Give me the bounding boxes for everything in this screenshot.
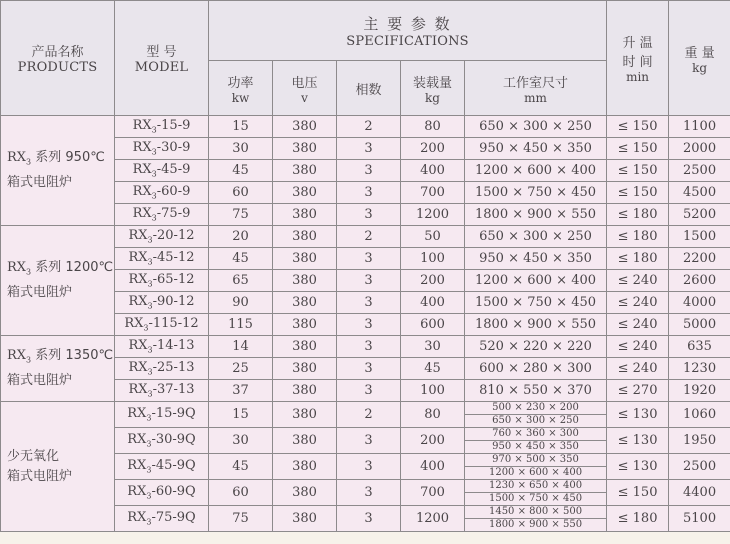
spec-header [209,1,607,61]
load-header-cn: 装载量 [412,75,452,91]
load-cell: 400 [401,160,465,182]
load-cell: 100 [401,380,465,402]
voltage-cell: 380 [273,182,337,204]
heat-time-cell: ≤ 240 [607,270,669,292]
chamber-outer-dim: 650 × 300 × 250 [492,415,579,426]
load-cell: 700 [401,182,465,204]
weight-cell: 635 [669,336,730,358]
phase-cell: 3 [337,204,401,226]
voltage-cell: 380 [273,270,337,292]
voltage-header [273,61,337,116]
weight-cell: 2500 [669,160,730,182]
heat-time-header [607,1,669,116]
weight-cell: 5200 [669,204,730,226]
weight-cell: 1920 [669,380,730,402]
heat-time-cell: ≤ 130 [607,402,669,428]
model-cell: $RX_3-37-13$ [115,380,209,402]
model-cell: $RX_3-30-9Q$ [115,428,209,454]
voltage-header-unit: v [301,90,308,105]
table-row [1,116,730,138]
voltage-cell: 380 [273,292,337,314]
model-cell: $RX_3-60-9Q$ [115,480,209,506]
power-header-unit: kw [231,90,250,105]
model-cell: $RX_3-14-13$ [115,336,209,358]
phase-cell: 3 [337,454,401,480]
model-header-cn: 型 号 [146,45,177,60]
power-cell: 15 [209,116,273,138]
chamber-cell: 1200 × 600 × 400 [465,270,607,292]
product-group-title: $RX_3$ 系列 950℃ [7,150,105,167]
power-cell: 30 [209,138,273,160]
chamber-cell [465,506,607,532]
model-header-en: MODEL [134,60,189,75]
heat-time-cell: ≤ 130 [607,428,669,454]
chamber-header [465,61,607,116]
load-cell: 400 [401,292,465,314]
product-group-950 [1,116,115,226]
chamber-cell [465,454,607,480]
phase-cell: 3 [337,358,401,380]
phase-cell: 3 [337,160,401,182]
power-cell: 115 [209,314,273,336]
power-cell: 65 [209,270,273,292]
weight-cell: 4500 [669,182,730,204]
load-cell: 80 [401,116,465,138]
weight-cell: 2600 [669,270,730,292]
voltage-cell: 380 [273,314,337,336]
chamber-cell [465,402,607,428]
phase-cell: 3 [337,336,401,358]
model-cell: $RX_3-65-12$ [115,270,209,292]
heat-time-cell: ≤ 240 [607,336,669,358]
chamber-cell: 600 × 280 × 300 [465,358,607,380]
spec-header-en: SPECIFICATIONS [346,33,469,49]
chamber-cell: 1200 × 600 × 400 [465,160,607,182]
heat-time-cell: ≤ 150 [607,182,669,204]
power-cell: 30 [209,428,273,454]
heat-time-cell: ≤ 130 [607,454,669,480]
power-cell: 20 [209,226,273,248]
phase-cell: 3 [337,314,401,336]
chamber-outer-dim: 1500 × 750 × 450 [488,493,583,504]
voltage-cell: 380 [273,204,337,226]
power-cell: 45 [209,160,273,182]
chamber-header-cn: 工作室尺寸 [503,75,569,91]
load-cell: 400 [401,454,465,480]
power-cell: 15 [209,402,273,428]
load-header [401,61,465,116]
chamber-inner-dim: 1450 × 800 × 500 [465,506,606,519]
load-cell: 1200 [401,204,465,226]
voltage-cell: 380 [273,480,337,506]
weight-cell: 5100 [669,506,730,532]
weight-header [669,1,730,116]
chamber-header-unit: mm [524,90,547,105]
chamber-cell: 950 × 450 × 350 [465,138,607,160]
heat-time-cell: ≤ 270 [607,380,669,402]
heat-time-cell: ≤ 150 [607,160,669,182]
voltage-cell: 380 [273,336,337,358]
heat-time-cn-2: 时 间 [622,55,653,70]
model-cell: $RX_3-15-9$ [115,116,209,138]
load-cell: 80 [401,402,465,428]
chamber-cell: 950 × 450 × 350 [465,248,607,270]
heat-time-cell: ≤ 150 [607,116,669,138]
heat-time-cell: ≤ 180 [607,248,669,270]
load-cell: 200 [401,428,465,454]
model-cell: $RX_3-60-9$ [115,182,209,204]
voltage-cell: 380 [273,380,337,402]
heat-time-unit: min [626,70,650,84]
power-cell: 45 [209,248,273,270]
product-group-subtitle: 箱式电阻炉 [7,174,73,190]
model-cell: $RX_3-30-9$ [115,138,209,160]
chamber-inner-dim: 1230 × 650 × 400 [465,480,606,493]
voltage-cell: 380 [273,428,337,454]
weight-cell: 2000 [669,138,730,160]
model-cell: $RX_3-45-9$ [115,160,209,182]
phase-cell: 3 [337,182,401,204]
table-row [1,226,730,248]
heat-time-cell: ≤ 240 [607,314,669,336]
chamber-cell: 1500 × 750 × 450 [465,182,607,204]
power-header-cn: 功率 [227,75,254,91]
chamber-cell [465,480,607,506]
voltage-cell: 380 [273,358,337,380]
chamber-cell: 1800 × 900 × 550 [465,314,607,336]
chamber-cell [465,428,607,454]
weight-cell: 4000 [669,292,730,314]
voltage-cell: 380 [273,116,337,138]
power-cell: 60 [209,480,273,506]
voltage-cell: 380 [273,506,337,532]
power-cell: 90 [209,292,273,314]
model-header [115,1,209,116]
weight-header-unit: kg [692,60,708,75]
phase-cell: 3 [337,248,401,270]
power-cell: 75 [209,506,273,532]
heat-time-cell: ≤ 180 [607,204,669,226]
phase-cell: 3 [337,480,401,506]
phase-cell: 2 [337,116,401,138]
voltage-cell: 380 [273,138,337,160]
products-header-cn: 产品名称 [31,45,84,60]
product-group-1200 [1,226,115,336]
voltage-cell: 380 [273,454,337,480]
heat-time-cell: ≤ 240 [607,358,669,380]
weight-cell: 1230 [669,358,730,380]
weight-cell: 1950 [669,428,730,454]
product-group-title: 少无氧化 [7,448,60,464]
weight-cell: 2200 [669,248,730,270]
voltage-header-cn: 电压 [291,75,318,91]
weight-cell: 5000 [669,314,730,336]
voltage-cell: 380 [273,402,337,428]
products-header [1,1,115,116]
product-group-subtitle: 箱式电阻炉 [7,284,73,300]
weight-cell: 1100 [669,116,730,138]
model-cell: $RX_3-75-9Q$ [115,506,209,532]
table-row [1,336,730,358]
product-group-1350 [1,336,115,402]
model-cell: $RX_3-115-12$ [115,314,209,336]
load-header-unit: kg [425,90,440,105]
chamber-outer-dim: 1200 × 600 × 400 [488,467,583,478]
weight-header-cn: 重 量 [684,45,715,61]
load-cell: 50 [401,226,465,248]
power-cell: 45 [209,454,273,480]
phase-cell: 3 [337,292,401,314]
power-cell: 60 [209,182,273,204]
chamber-inner-dim: 970 × 500 × 350 [465,454,606,467]
weight-cell: 4400 [669,480,730,506]
voltage-cell: 380 [273,248,337,270]
load-cell: 45 [401,358,465,380]
phase-cell: 2 [337,226,401,248]
heat-time-cell: ≤ 240 [607,292,669,314]
chamber-cell: 520 × 220 × 220 [465,336,607,358]
chamber-inner-dim: 760 × 360 × 300 [465,428,606,441]
model-cell: $RX_3-90-12$ [115,292,209,314]
chamber-outer-dim: 950 × 450 × 350 [492,441,579,452]
table-row [1,402,730,428]
load-cell: 200 [401,270,465,292]
model-cell: $RX_3-45-12$ [115,248,209,270]
heat-time-cell: ≤ 150 [607,138,669,160]
load-cell: 100 [401,248,465,270]
power-header [209,61,273,116]
spec-header-cn: 主 要 参 数 [363,14,452,33]
weight-cell: 2500 [669,454,730,480]
phase-cell: 3 [337,380,401,402]
product-group-subtitle: 箱式电阻炉 [7,468,73,484]
power-cell: 37 [209,380,273,402]
phase-cell: 3 [337,138,401,160]
model-cell: $RX_3-45-9Q$ [115,454,209,480]
products-header-en: PRODUCTS [17,60,98,75]
chamber-cell: 650 × 300 × 250 [465,226,607,248]
phase-header-cn: 相数 [355,82,382,98]
product-group-title: $RX_3$ 系列 1200℃ [7,260,114,277]
load-cell: 1200 [401,506,465,532]
model-cell: $RX_3-20-12$ [115,226,209,248]
heat-time-cell: ≤ 180 [607,506,669,532]
header-row-1 [1,1,730,61]
power-cell: 25 [209,358,273,380]
chamber-outer-dim: 1800 × 900 × 550 [488,519,583,530]
chamber-cell: 1800 × 900 × 550 [465,204,607,226]
chamber-cell: 650 × 300 × 250 [465,116,607,138]
phase-cell: 3 [337,506,401,532]
chamber-cell: 1500 × 750 × 450 [465,292,607,314]
phase-cell: 3 [337,428,401,454]
chamber-cell: 810 × 550 × 370 [465,380,607,402]
weight-cell: 1500 [669,226,730,248]
load-cell: 600 [401,314,465,336]
product-group-title: $RX_3$ 系列 1350℃ [7,348,114,365]
voltage-cell: 380 [273,226,337,248]
model-cell: $RX_3-15-9Q$ [115,402,209,428]
model-cell: $RX_3-25-13$ [115,358,209,380]
phase-cell: 3 [337,270,401,292]
heat-time-cell: ≤ 150 [607,480,669,506]
heat-time-cell: ≤ 180 [607,226,669,248]
chamber-inner-dim: 500 × 230 × 200 [465,402,606,415]
load-cell: 30 [401,336,465,358]
load-cell: 200 [401,138,465,160]
weight-cell: 1060 [669,402,730,428]
voltage-cell: 380 [273,160,337,182]
phase-header [337,61,401,116]
load-cell: 700 [401,480,465,506]
product-group-subtitle: 箱式电阻炉 [7,372,73,388]
power-cell: 14 [209,336,273,358]
phase-cell: 2 [337,402,401,428]
heat-time-cn-1: 升 温 [622,36,653,51]
power-cell: 75 [209,204,273,226]
product-group-low-oxidation [1,402,115,532]
model-cell: $RX_3-75-9$ [115,204,209,226]
